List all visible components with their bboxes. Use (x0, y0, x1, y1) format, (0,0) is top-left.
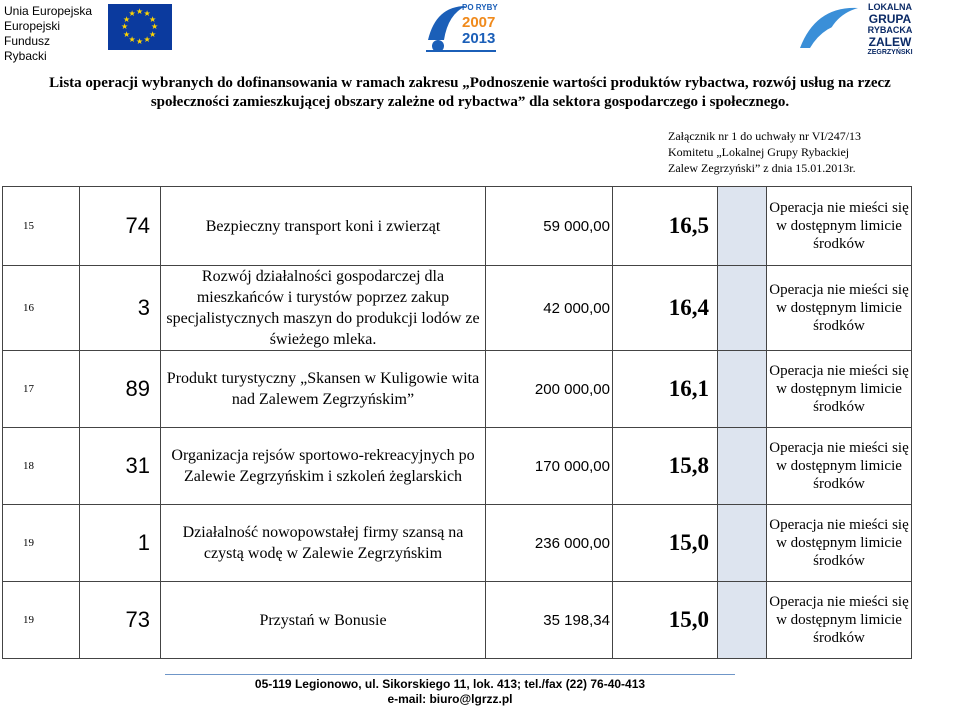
row-application-number: 74 (80, 187, 161, 266)
document-title: Lista operacji wybranych do dofinansowania w ramach zakresu „Podnoszenie wartości produktów rybactwa, rozwój usług na rzecz społeczności zamieszkującej obszary zależne od rybactwa” dla sektora gospodarczego i społecznego. (49, 75, 891, 110)
eu-star-icon: ★ (148, 14, 157, 24)
table-row (3, 187, 912, 266)
annex-line: Załącznik nr 1 do uchwały nr VI/247/13 (668, 129, 862, 143)
row-score: 16,1 (613, 351, 718, 428)
row-application-number: 73 (80, 582, 161, 659)
row-application-number: 3 (80, 266, 161, 351)
footer (160, 677, 740, 707)
eu-star-icon: ★ (123, 14, 131, 24)
row-operation-name: Organizacja rejsów sportowo-rekreacyjnych po Zalewie Zegrzyńskim i szkoleń żeglarskich (161, 428, 486, 505)
row-amount: 200 000,00 (486, 351, 613, 428)
row-status: Operacja nie mieści się w dostępnym limicie środków (767, 505, 912, 582)
row-lp: 17 (3, 351, 80, 428)
row-shade-cell (718, 351, 767, 428)
row-lp: 18 (3, 428, 80, 505)
ryby-logo-year2: 2013 (462, 30, 496, 47)
table-row (3, 582, 912, 659)
row-lp: 19 (3, 582, 80, 659)
eu-star-icon: ★ (136, 7, 144, 16)
row-amount: 170 000,00 (486, 428, 613, 505)
row-operation-name: Produkt turystyczny „Skansen w Kuligowie wita nad Zalewem Zegrzyńskim” (161, 351, 486, 428)
eu-star-icon: ★ (121, 22, 129, 31)
row-shade-cell (718, 187, 767, 266)
row-score: 15,8 (613, 428, 718, 505)
eu-star-icon: ★ (151, 22, 159, 31)
footer-email: e-mail: biuro@lgrzz.pl (387, 692, 513, 706)
ryby-logo-rule (426, 50, 496, 52)
row-status: Operacja nie mieści się w dostępnym limicie środków (767, 187, 912, 266)
lgr-line: LOKALNA (868, 2, 912, 12)
ryby-logo-wave-icon (428, 6, 466, 40)
ryby-logo-top: PO RYBY (462, 3, 498, 12)
row-amount: 35 198,34 (486, 582, 613, 659)
annex-line: Komitetu „Lokalnej Grupy Rybackiej (668, 145, 850, 159)
row-operation-name: Bezpieczny transport koni i zwierząt (161, 187, 486, 266)
row-status: Operacja nie mieści się w dostępnym limicie środków (767, 582, 912, 659)
eu-star-icon: ★ (148, 29, 157, 39)
eu-text-line: Unia Europejska (4, 4, 93, 18)
row-status: Operacja nie mieści się w dostępnym limicie środków (767, 428, 912, 505)
table-row (3, 428, 912, 505)
annex-line: Zalew Zegrzyński” z dnia 15.01.2013r. (668, 161, 856, 175)
po-ryby-logo (418, 0, 504, 58)
eu-text-line: Fundusz Rybacki (4, 34, 51, 63)
row-application-number: 89 (80, 351, 161, 428)
lgr-logo-text (862, 2, 918, 57)
row-application-number: 1 (80, 505, 161, 582)
row-shade-cell (718, 582, 767, 659)
row-status: Operacja nie mieści się w dostępnym limicie środków (767, 351, 912, 428)
row-score: 16,5 (613, 187, 718, 266)
eu-star-icon: ★ (123, 29, 131, 39)
lgr-line: ZEGRZYŃSKI (867, 49, 913, 56)
footer-divider (165, 674, 735, 675)
footer-address: 05-119 Legionowo, ul. Sikorskiego 11, lok. 413; tel./fax (22) 76-40-413 (254, 677, 646, 691)
row-shade-cell (718, 266, 767, 351)
row-operation-name: Przystań w Bonusie (161, 582, 486, 659)
row-score: 15,0 (613, 505, 718, 582)
eu-star-icon: ★ (128, 9, 136, 18)
lgr-line: ZALEW (868, 35, 912, 49)
row-amount: 236 000,00 (486, 505, 613, 582)
eu-star-icon: ★ (143, 9, 151, 18)
annex-note (668, 128, 918, 176)
row-lp: 19 (3, 505, 80, 582)
row-amount: 42 000,00 (486, 266, 613, 351)
operations-table (2, 186, 912, 659)
eu-text-line: Europejski (4, 19, 61, 33)
row-shade-cell (718, 505, 767, 582)
eu-star-icon: ★ (136, 37, 144, 46)
ryby-logo-year1: 2007 (462, 14, 496, 31)
row-application-number: 31 (80, 428, 161, 505)
row-status: Operacja nie mieści się w dostępnym limicie środków (767, 266, 912, 351)
lgr-line: GRUPA (868, 12, 912, 26)
table-row (3, 266, 912, 351)
table-row (3, 351, 912, 428)
row-lp: 15 (3, 187, 80, 266)
row-score: 15,0 (613, 582, 718, 659)
row-lp: 16 (3, 266, 80, 351)
row-amount: 59 000,00 (486, 187, 613, 266)
row-shade-cell (718, 428, 767, 505)
row-operation-name: Rozwój działalności gospodarczej dla mieszkańców i turystów poprzez zakup specjalistycznych maszyn do produkcji lodów ze świeżego mleka. (161, 266, 486, 351)
lgr-line: RYBACKA (867, 25, 913, 35)
operations-table-body (3, 187, 912, 659)
eu-star-icon: ★ (143, 34, 151, 44)
row-operation-name: Działalność nowopowstałej firmy szansą na czystą wodę w Zalewie Zegrzyńskim (161, 505, 486, 582)
row-score: 16,4 (613, 266, 718, 351)
eu-star-icon: ★ (128, 34, 136, 44)
table-row (3, 505, 912, 582)
eu-flag-icon (108, 4, 172, 50)
eu-fund-label (4, 4, 96, 64)
